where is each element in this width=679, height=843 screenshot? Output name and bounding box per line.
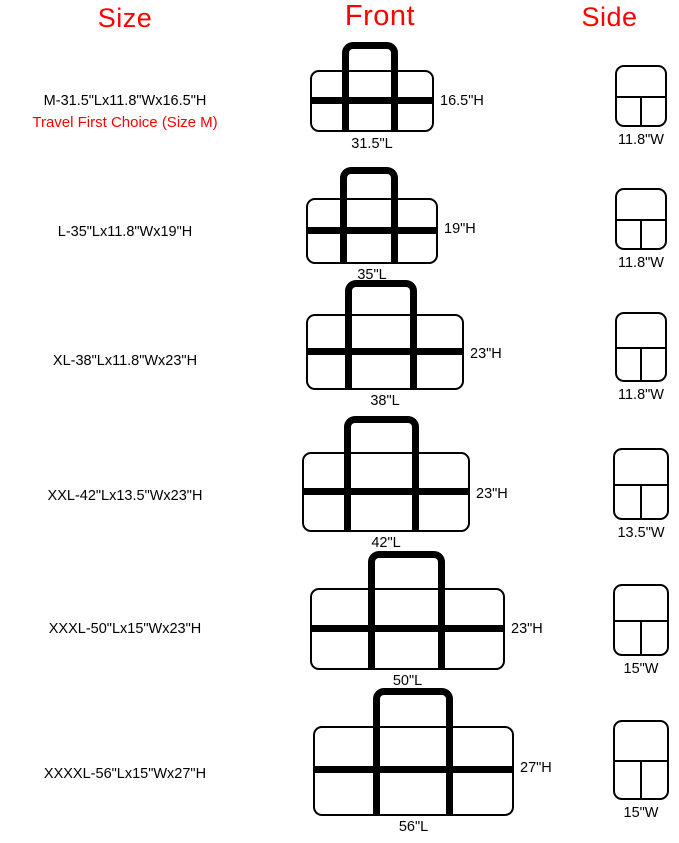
- front-view-illustration: [310, 588, 505, 670]
- bag-strap-horizontal: [306, 227, 438, 234]
- bag-strap-left: [368, 588, 375, 670]
- size-label: L-35"Lx11.8"Wx19"H: [57, 224, 193, 240]
- front-height-dim: 23"H: [476, 486, 508, 502]
- front-height-dim: 23"H: [511, 621, 543, 637]
- front-length-dim: 50"L: [392, 673, 423, 689]
- side-divider-vertical: [640, 219, 642, 250]
- side-divider-vertical: [640, 760, 642, 800]
- side-divider-vertical: [640, 96, 642, 127]
- header-front: Front: [344, 0, 416, 32]
- bag-strap-left: [342, 70, 349, 132]
- bag-strap-right: [391, 198, 398, 264]
- bag-strap-right: [438, 588, 445, 670]
- bag-strap-horizontal: [310, 625, 505, 632]
- bag-handle: [373, 688, 453, 728]
- side-view-illustration: [613, 584, 669, 656]
- bag-handle: [340, 167, 398, 200]
- side-width-dim: 15"W: [623, 661, 659, 677]
- side-view-illustration: [615, 312, 667, 382]
- front-height-dim: 23"H: [470, 346, 502, 362]
- front-view-illustration: [302, 452, 470, 532]
- front-length-dim: 42"L: [371, 535, 401, 551]
- bag-strap-left: [373, 726, 380, 816]
- front-length-dim: 31.5"L: [351, 136, 393, 152]
- side-divider-vertical: [640, 620, 642, 656]
- front-height-dim: 19"H: [444, 221, 476, 237]
- bag-strap-left: [340, 198, 347, 264]
- header-side: Side: [581, 2, 638, 32]
- side-view-illustration: [615, 65, 667, 127]
- bag-strap-right: [446, 726, 453, 816]
- bag-handle: [342, 42, 398, 72]
- bag-handle: [368, 551, 445, 590]
- side-width-dim: 11.8"W: [618, 387, 664, 403]
- bag-strap-horizontal: [313, 766, 514, 773]
- front-view-illustration: [306, 314, 464, 390]
- size-label: XXXL-50"Lx15"Wx23"H: [48, 621, 202, 637]
- side-width-dim: 11.8"W: [618, 132, 664, 148]
- bag-handle: [345, 280, 417, 316]
- front-length-dim: 35"L: [357, 267, 387, 283]
- front-view-illustration: [310, 70, 434, 132]
- size-note: Travel First Choice (Size M): [32, 114, 218, 131]
- table-row: [0, 174, 679, 298]
- size-label: XXL-42"Lx13.5"Wx23"H: [47, 488, 203, 504]
- front-view-illustration: [306, 198, 438, 264]
- front-length-dim: 38"L: [370, 393, 400, 409]
- table-row: [0, 564, 679, 700]
- side-view-illustration: [613, 720, 669, 800]
- bag-strap-horizontal: [310, 97, 434, 104]
- bag-strap-right: [412, 452, 419, 532]
- bag-strap-right: [391, 70, 398, 132]
- side-view-illustration: [613, 448, 669, 520]
- side-view-illustration: [615, 188, 667, 250]
- side-divider-vertical: [640, 347, 642, 382]
- chart-header: [0, 0, 679, 42]
- side-width-dim: 13.5"W: [617, 525, 665, 541]
- side-divider-vertical: [640, 484, 642, 520]
- size-label: M-31.5"Lx11.8"Wx16.5"H: [43, 93, 207, 109]
- side-width-dim: 15"W: [623, 805, 659, 821]
- front-length-dim: 56"L: [398, 819, 429, 835]
- front-height-dim: 16.5"H: [440, 93, 484, 109]
- bag-strap-left: [344, 452, 351, 532]
- side-width-dim: 11.8"W: [618, 255, 664, 271]
- header-size: Size: [97, 3, 153, 33]
- front-view-illustration: [313, 726, 514, 816]
- table-row: [0, 52, 679, 174]
- bag-strap-right: [410, 314, 417, 390]
- bag-handle: [344, 416, 419, 454]
- bag-strap-horizontal: [302, 488, 470, 495]
- bag-strap-horizontal: [306, 348, 464, 355]
- table-row: [0, 298, 679, 430]
- table-row: [0, 430, 679, 564]
- size-label: XL-38"Lx11.8"Wx23"H: [52, 353, 198, 369]
- bag-strap-left: [345, 314, 352, 390]
- table-row: [0, 700, 679, 843]
- size-label: XXXXL-56"Lx15"Wx27"H: [43, 766, 207, 782]
- front-height-dim: 27"H: [520, 760, 552, 776]
